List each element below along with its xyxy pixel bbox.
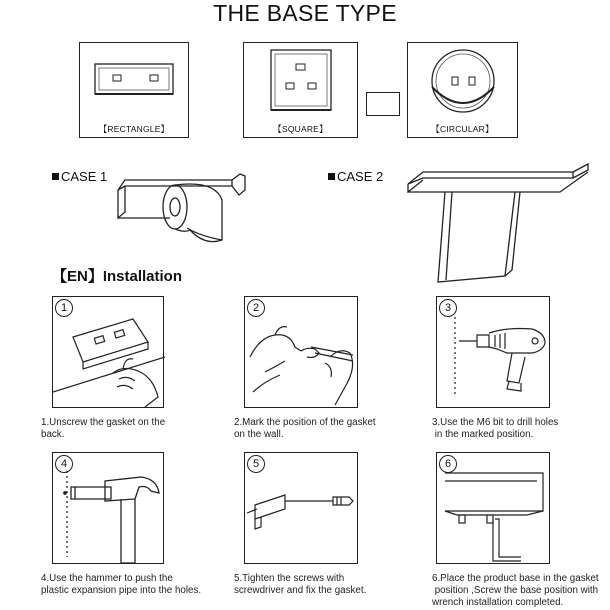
step-number-badge: 6 [439,455,457,473]
mark-position-illustration [245,297,359,409]
hammer-illustration [53,453,165,565]
step-number-badge: 2 [247,299,265,317]
section-title: 【EN】Installation [52,268,183,285]
wrench-illustration [437,453,551,565]
step-number-badge: 1 [55,299,73,317]
step-3-panel [436,296,550,408]
step-5-caption: 5.Tighten the screws with screwdriver and fix the gasket. [234,573,367,596]
base-type-circular [407,42,518,138]
step-4-caption: 4.Use the hammer to push the plastic expansion pipe into the holes. [41,573,202,596]
drill-illustration [437,297,551,409]
base-type-label: 【CIRCULAR】 [431,124,494,134]
step-3-caption: 3.Use the M6 bit to drill holes in the marked position. [432,417,559,440]
step-6-caption: 6.Place the product base in the gasket position ,Screw the base position with wrench installation completed. [432,573,599,608]
case-1-label: CASE 1 [52,169,107,184]
base-type-label: 【RECTANGLE】 [98,124,170,134]
bullet-square-icon [52,173,59,180]
case-2-label: CASE 2 [328,169,383,184]
screwdriver-illustration [245,453,359,565]
step-number-badge: 4 [55,455,73,473]
step-2-panel [244,296,358,408]
step-number-badge: 5 [247,455,265,473]
page-title: THE BASE TYPE [213,0,397,26]
step-6-panel [436,452,550,564]
base-type-rectangle [79,42,189,138]
step-1-panel [52,296,164,408]
base-type-label: 【SQUARE】 [273,124,328,134]
step-4-panel [52,452,164,564]
towel-bar-illustration [408,164,588,282]
step-1-caption: 1.Unscrew the gasket on the back. [41,417,166,440]
base-type-square [243,42,358,138]
bullet-square-icon [328,173,335,180]
step-5-panel [244,452,358,564]
toilet-paper-holder-illustration [118,174,245,242]
square-side-view [366,92,400,116]
step-2-caption: 2.Mark the position of the gasket on the wall. [234,417,376,440]
unscrew-gasket-illustration [53,297,165,409]
step-number-badge: 3 [439,299,457,317]
